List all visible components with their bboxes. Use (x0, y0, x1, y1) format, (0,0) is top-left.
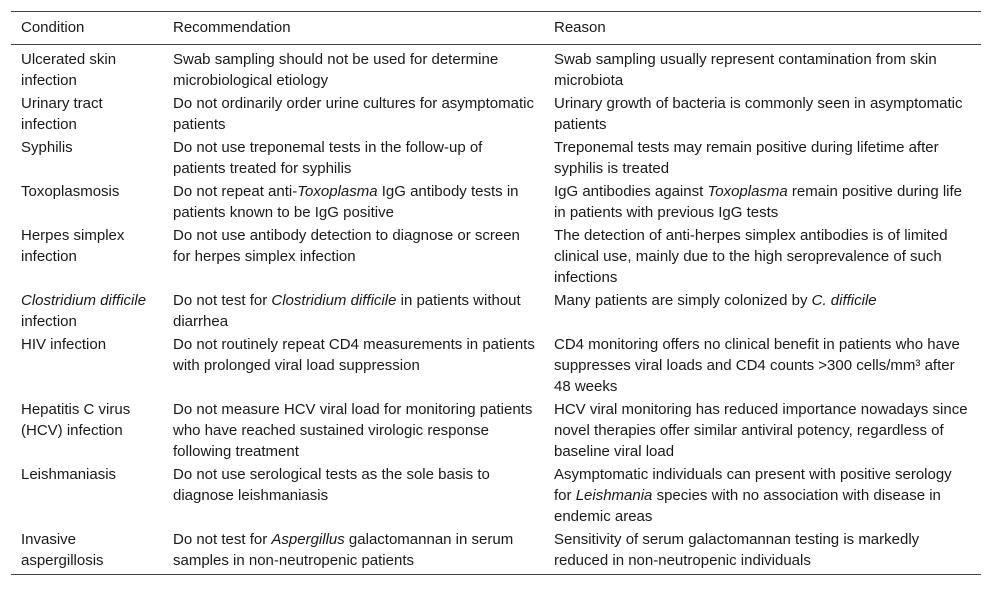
organism-name: Toxoplasma (297, 183, 378, 200)
cell-recommendation: Swab sampling should not be used for determine microbiological etiology (173, 51, 499, 89)
organism-name: Clostridium difficile (271, 292, 397, 309)
cell-condition (11, 289, 163, 333)
table-row (11, 136, 981, 180)
text-fragment: remain positive during life in patients with previous IgG tests (554, 183, 963, 221)
text-fragment: Many patients are simply colonized by (554, 292, 812, 309)
table-row (11, 224, 981, 289)
cell-recommendation: Do not ordinarily order urine cultures for asymptomatic patients (173, 95, 534, 133)
cell-condition: Toxoplasmosis (21, 183, 120, 200)
cell-reason: Urinary growth of bacteria is commonly seen in asymptomatic patients (554, 95, 963, 133)
cell-recommendation (163, 528, 544, 575)
cell-condition: Leishmaniasis (21, 466, 117, 483)
cell-condition: HIV infection (21, 336, 107, 353)
cell-reason (544, 289, 981, 333)
text-fragment: galactomannan in serum samples in non-neutropenic patients (173, 531, 514, 569)
cell-reason: CD4 monitoring offers no clinical benefit in patients who have suppresses viral loads and CD4 counts >300 cells/mm³ after 48 weeks (554, 336, 960, 395)
cell-condition: Syphilis (21, 139, 73, 156)
cell-condition: Herpes simplex infection (21, 227, 125, 265)
text-fragment: infection (21, 313, 77, 330)
text-fragment: IgG antibodies against (554, 183, 708, 200)
text-fragment: Asymptomatic individuals can present with positive serology for (554, 466, 952, 504)
cell-condition: Ulcerated skin infection (21, 51, 117, 89)
cell-reason: Swab sampling usually represent contamination from skin microbiota (554, 51, 937, 89)
cell-reason: The detection of anti-herpes simplex antibodies is of limited clinical use, mainly due to the high seroprevalence of such infections (554, 227, 948, 286)
organism-name: Leishmania (575, 487, 653, 504)
organism-name: C. difficile (811, 292, 877, 309)
cell-condition: Urinary tract infection (21, 95, 103, 133)
text-fragment: Do not test for (173, 292, 272, 309)
cell-recommendation: Do not use treponemal tests in the follow-up of patients treated for syphilis (173, 139, 483, 177)
cell-condition: Invasive aspergillosis (21, 531, 104, 569)
cell-recommendation: Do not measure HCV viral load for monitoring patients who have reached sustained virologic response following treatment (173, 401, 533, 460)
header-condition: Condition (21, 19, 85, 36)
table-row (11, 92, 981, 136)
text-fragment: IgG antibody tests in patients known to be IgG positive (173, 183, 519, 221)
cell-reason: Treponemal tests may remain positive during lifetime after syphilis is treated (554, 139, 939, 177)
cell-reason (544, 180, 981, 224)
organism-name: Clostridium difficile (21, 292, 147, 309)
table-row (11, 180, 981, 224)
organism-name: Toxoplasma (707, 183, 788, 200)
table-row (11, 333, 981, 398)
cell-reason (544, 463, 981, 528)
recommendations-table (11, 11, 981, 575)
cell-recommendation: Do not routinely repeat CD4 measurements in patients with prolonged viral load suppression (173, 336, 535, 374)
table-row (11, 528, 981, 575)
table-header-row (11, 12, 981, 45)
text-fragment: in patients without diarrhea (173, 292, 521, 330)
cell-recommendation: Do not use antibody detection to diagnose or screen for herpes simplex infection (173, 227, 520, 265)
table-row (11, 398, 981, 463)
table-row (11, 289, 981, 333)
header-recommendation: Recommendation (173, 19, 291, 36)
text-fragment: species with no association with disease in endemic areas (554, 487, 941, 525)
cell-reason: HCV viral monitoring has reduced importance nowadays since novel therapies offer similar antiviral potency, regardless of baseline viral load (554, 401, 968, 460)
cell-recommendation (163, 289, 544, 333)
text-fragment: Do not test for (173, 531, 272, 548)
recommendations-table-container (11, 11, 981, 575)
cell-condition: Hepatitis C virus (HCV) infection (21, 401, 131, 439)
text-fragment: Do not repeat anti- (173, 183, 298, 200)
header-reason: Reason (554, 19, 606, 36)
table-row (11, 45, 981, 93)
organism-name: Aspergillus (271, 531, 345, 548)
cell-recommendation (163, 180, 544, 224)
cell-reason: Sensitivity of serum galactomannan testing is markedly reduced in non-neutropenic individuals (554, 531, 920, 569)
cell-recommendation: Do not use serological tests as the sole basis to diagnose leishmaniasis (173, 466, 490, 504)
table-row (11, 463, 981, 528)
